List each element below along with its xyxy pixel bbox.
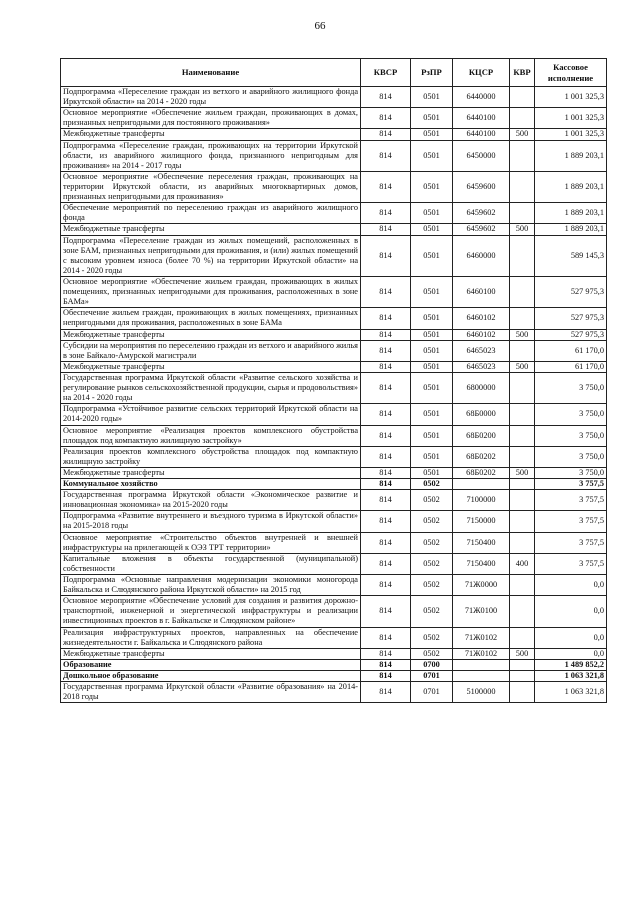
row-kvr-cell: [510, 203, 535, 224]
row-rzpr-cell: 0501: [411, 171, 453, 202]
row-kvsr-cell: 814: [361, 340, 411, 361]
row-amount-cell: 61 170,0: [535, 361, 607, 372]
row-amount-cell: 1 889 203,1: [535, 140, 607, 171]
row-kcsr-cell: 6459600: [453, 171, 510, 202]
row-kvsr-cell: 814: [361, 490, 411, 511]
row-name-cell: Основное мероприятие «Обеспечение условий для создания и развития дорожно-транспортной, инженерной и энергетической инфраструктуры и реализации инвестиционных проектов в г. Байкальске и Слюдянском районе»: [61, 596, 361, 627]
row-kvr-cell: [510, 532, 535, 553]
row-kvr-cell: [510, 627, 535, 648]
row-kvr-cell: [510, 140, 535, 171]
row-kcsr-cell: 68Б0202: [453, 446, 510, 467]
row-name-cell: Образование: [61, 659, 361, 670]
row-amount-cell: 3 750,0: [535, 425, 607, 446]
row-rzpr-cell: 0501: [411, 140, 453, 171]
row-amount-cell: 1 889 203,1: [535, 171, 607, 202]
table-row: [61, 329, 607, 340]
row-name-cell: Основное мероприятие «Обеспечение переселения граждан, проживающих на территории Иркутской области, из аварийных многоквартирных домов, признанных непригодными для проживания»: [61, 171, 361, 202]
row-kvr-cell: [510, 682, 535, 703]
row-kcsr-cell: 71Ж0102: [453, 648, 510, 659]
row-rzpr-cell: 0501: [411, 203, 453, 224]
page-number: 66: [314, 20, 326, 32]
row-name-cell: Подпрограмма «Устойчивое развитие сельских территорий Иркутской области на 2014-2020 годы»: [61, 404, 361, 425]
row-rzpr-cell: 0501: [411, 235, 453, 276]
row-name-cell: Межбюджетные трансферты: [61, 467, 361, 478]
row-rzpr-cell: 0700: [411, 659, 453, 670]
row-rzpr-cell: 0502: [411, 648, 453, 659]
row-name-cell: Подпрограмма «Переселение граждан, проживающих на территории Иркутской области, из аварийного жилищного фонда, признанного непригодным для проживания» на 2014 - 2017 годы: [61, 140, 361, 171]
row-rzpr-cell: 0502: [411, 511, 453, 532]
row-name-cell: Подпрограмма «Основные направления модернизации экономики моногорода Байкальска и Слюдянского района Иркутской области» на 2015 год: [61, 575, 361, 596]
row-kvsr-cell: 814: [361, 87, 411, 108]
column-header-rzpr: РзПР: [411, 59, 453, 87]
row-rzpr-cell: 0501: [411, 108, 453, 129]
row-amount-cell: 3 750,0: [535, 372, 607, 403]
row-kvsr-cell: 814: [361, 532, 411, 553]
row-kvsr-cell: 814: [361, 511, 411, 532]
row-kvsr-cell: 814: [361, 224, 411, 235]
table-row: [61, 575, 607, 596]
row-amount-cell: 1 489 852,2: [535, 659, 607, 670]
row-kvr-cell: [510, 490, 535, 511]
row-kcsr-cell: 6460102: [453, 308, 510, 329]
row-kvr-cell: 500: [510, 224, 535, 235]
row-kvr-cell: [510, 404, 535, 425]
row-name-cell: Капитальные вложения в объекты государственной (муниципальной) собственности: [61, 553, 361, 574]
row-kcsr-cell: 68Б0202: [453, 467, 510, 478]
row-amount-cell: 527 975,3: [535, 308, 607, 329]
table-row: [61, 425, 607, 446]
row-amount-cell: 1 063 321,8: [535, 671, 607, 682]
column-header-amount: Кассовое исполнение: [535, 59, 607, 87]
row-name-cell: Дошкольное образование: [61, 671, 361, 682]
row-rzpr-cell: 0701: [411, 682, 453, 703]
table-row: [61, 511, 607, 532]
column-header-kvr: КВР: [510, 59, 535, 87]
row-kcsr-cell: 6440100: [453, 129, 510, 140]
row-kvsr-cell: 814: [361, 235, 411, 276]
row-kvsr-cell: 814: [361, 659, 411, 670]
row-name-cell: Субсидии на мероприятия по переселению граждан из ветхого и аварийного жилья в зоне Байкало-Амурской магистрали: [61, 340, 361, 361]
column-header-kcsr: КЦСР: [453, 59, 510, 87]
table-row: [61, 596, 607, 627]
table-row: [61, 479, 607, 490]
row-amount-cell: 3 757,5: [535, 490, 607, 511]
row-rzpr-cell: 0502: [411, 532, 453, 553]
row-kvsr-cell: 814: [361, 553, 411, 574]
row-rzpr-cell: 0501: [411, 446, 453, 467]
row-name-cell: Подпрограмма «Переселение граждан из жилых помещений, расположенных в зоне БАМ, признанных непригодными для проживания, и (или) жилых помещений с высоким уровнем износа (более 70 %) на территории Иркутской области» на 2014 - 2020 годы: [61, 235, 361, 276]
table-row: [61, 340, 607, 361]
row-rzpr-cell: 0502: [411, 575, 453, 596]
column-header-kvsr: КВСР: [361, 59, 411, 87]
row-amount-cell: 1 889 203,1: [535, 203, 607, 224]
row-kcsr-cell: 6465023: [453, 361, 510, 372]
row-kvsr-cell: 814: [361, 575, 411, 596]
table-row: [61, 446, 607, 467]
row-kvsr-cell: 814: [361, 361, 411, 372]
row-kvr-cell: [510, 87, 535, 108]
row-amount-cell: 0,0: [535, 648, 607, 659]
row-name-cell: Реализация инфраструктурных проектов, направленных на обеспечение жизнедеятельности г. Байкальска и Слюдянского района: [61, 627, 361, 648]
row-kvsr-cell: 814: [361, 108, 411, 129]
row-amount-cell: 0,0: [535, 596, 607, 627]
row-rzpr-cell: 0501: [411, 224, 453, 235]
row-kvsr-cell: 814: [361, 671, 411, 682]
row-kvr-cell: 500: [510, 361, 535, 372]
table-row: [61, 404, 607, 425]
row-amount-cell: 0,0: [535, 575, 607, 596]
table-row: [61, 682, 607, 703]
row-kvr-cell: [510, 575, 535, 596]
row-amount-cell: 3 750,0: [535, 404, 607, 425]
table-row: [61, 553, 607, 574]
row-rzpr-cell: 0701: [411, 671, 453, 682]
row-kvr-cell: [510, 479, 535, 490]
row-kvr-cell: [510, 596, 535, 627]
row-kvsr-cell: 814: [361, 171, 411, 202]
row-kcsr-cell: 71Ж0102: [453, 627, 510, 648]
row-kvr-cell: [510, 425, 535, 446]
row-kvsr-cell: 814: [361, 140, 411, 171]
row-name-cell: Основное мероприятие «Реализация проектов комплексного обустройства площадок под компактную жилищную застройку»: [61, 425, 361, 446]
row-kcsr-cell: 6460102: [453, 329, 510, 340]
row-kvr-cell: [510, 671, 535, 682]
row-name-cell: Реализация проектов комплексного обустройства площадок под компактную жилищную застройку: [61, 446, 361, 467]
row-amount-cell: 1 889 203,1: [535, 224, 607, 235]
row-name-cell: Обеспечение жильем граждан, проживающих в жилых помещениях, признанных непригодными для проживания, расположенных в зоне БАМа: [61, 308, 361, 329]
row-name-cell: Подпрограмма «Развитие внутреннего и въездного туризма в Иркутской области» на 2015-2018 годы: [61, 511, 361, 532]
table-row: [61, 108, 607, 129]
row-amount-cell: 1 063 321,8: [535, 682, 607, 703]
row-kcsr-cell: 6459602: [453, 224, 510, 235]
table-row: [61, 490, 607, 511]
row-kvsr-cell: 814: [361, 648, 411, 659]
table-row: [61, 361, 607, 372]
row-amount-cell: 3 757,5: [535, 532, 607, 553]
row-rzpr-cell: 0501: [411, 340, 453, 361]
row-rzpr-cell: 0501: [411, 372, 453, 403]
row-kvr-cell: [510, 308, 535, 329]
row-name-cell: Межбюджетные трансферты: [61, 648, 361, 659]
row-amount-cell: 1 001 325,3: [535, 129, 607, 140]
row-rzpr-cell: 0501: [411, 329, 453, 340]
row-name-cell: Основное мероприятие «Обеспечение жильем граждан, проживающих в жилых помещениях, признанных непригодными для проживания, расположенных в зоне БАМа»: [61, 276, 361, 307]
row-name-cell: Государственная программа Иркутской области «Экономическое развитие и инновационная экономика» на 2015-2020 годы: [61, 490, 361, 511]
row-amount-cell: 3 750,0: [535, 467, 607, 478]
row-amount-cell: 589 145,3: [535, 235, 607, 276]
row-amount-cell: 3 757,5: [535, 511, 607, 532]
table-row: [61, 129, 607, 140]
table-row: [61, 87, 607, 108]
row-kvr-cell: [510, 235, 535, 276]
row-kvr-cell: [510, 108, 535, 129]
row-kcsr-cell: [453, 479, 510, 490]
row-name-cell: Коммунальное хозяйство: [61, 479, 361, 490]
table-row: [61, 171, 607, 202]
row-kcsr-cell: 6440100: [453, 108, 510, 129]
row-rzpr-cell: 0501: [411, 308, 453, 329]
row-kcsr-cell: 6465023: [453, 340, 510, 361]
row-amount-cell: 3 757,5: [535, 553, 607, 574]
row-kvsr-cell: 814: [361, 372, 411, 403]
table-row: [61, 372, 607, 403]
column-header-name: Наименование: [61, 59, 361, 87]
row-rzpr-cell: 0501: [411, 87, 453, 108]
row-kvsr-cell: 814: [361, 425, 411, 446]
table-row: [61, 308, 607, 329]
row-amount-cell: 527 975,3: [535, 329, 607, 340]
row-rzpr-cell: 0501: [411, 276, 453, 307]
row-rzpr-cell: 0501: [411, 404, 453, 425]
table-row: [61, 140, 607, 171]
row-kvr-cell: [510, 446, 535, 467]
row-name-cell: Государственная программа Иркутской области «Развитие сельского хозяйства и регулирование рынков сельскохозяйственной продукции, сырья и продовольствия» на 2014 - 2020 годы: [61, 372, 361, 403]
row-kcsr-cell: 7150000: [453, 511, 510, 532]
table-body: [61, 87, 607, 703]
row-kcsr-cell: 6440000: [453, 87, 510, 108]
row-kvr-cell: 400: [510, 553, 535, 574]
row-amount-cell: 0,0: [535, 627, 607, 648]
row-kvr-cell: 500: [510, 329, 535, 340]
row-kvr-cell: 500: [510, 467, 535, 478]
row-kvr-cell: [510, 659, 535, 670]
row-kcsr-cell: 6459602: [453, 203, 510, 224]
row-kcsr-cell: 68Б0000: [453, 404, 510, 425]
row-kvsr-cell: 814: [361, 276, 411, 307]
table-row: [61, 532, 607, 553]
row-amount-cell: 527 975,3: [535, 276, 607, 307]
row-kvr-cell: 500: [510, 129, 535, 140]
row-kcsr-cell: [453, 659, 510, 670]
table-row: [61, 648, 607, 659]
row-name-cell: Межбюджетные трансферты: [61, 224, 361, 235]
row-kvr-cell: 500: [510, 648, 535, 659]
row-rzpr-cell: 0502: [411, 596, 453, 627]
row-amount-cell: 3 757,5: [535, 479, 607, 490]
table-row: [61, 224, 607, 235]
row-rzpr-cell: 0501: [411, 425, 453, 446]
row-amount-cell: 61 170,0: [535, 340, 607, 361]
row-name-cell: Государственная программа Иркутской области «Развитие образования» на 2014-2018 годы: [61, 682, 361, 703]
row-kvsr-cell: 814: [361, 129, 411, 140]
table-row: [61, 276, 607, 307]
row-rzpr-cell: 0502: [411, 479, 453, 490]
row-kvsr-cell: 814: [361, 682, 411, 703]
row-kvsr-cell: 814: [361, 479, 411, 490]
row-kcsr-cell: 7150400: [453, 553, 510, 574]
row-kvr-cell: [510, 276, 535, 307]
row-rzpr-cell: 0502: [411, 490, 453, 511]
row-kcsr-cell: 7100000: [453, 490, 510, 511]
table-row: [61, 235, 607, 276]
row-kcsr-cell: 5100000: [453, 682, 510, 703]
row-kvsr-cell: 814: [361, 203, 411, 224]
row-name-cell: Межбюджетные трансферты: [61, 129, 361, 140]
row-kvsr-cell: 814: [361, 467, 411, 478]
table-header-row: [61, 59, 607, 87]
row-name-cell: Основное мероприятие «Строительство объектов внутренней и внешней инфраструктуры на прилегающей к ОЭЗ ТРТ территории»: [61, 532, 361, 553]
row-name-cell: Межбюджетные трансферты: [61, 329, 361, 340]
table-row: [61, 467, 607, 478]
table-row: [61, 627, 607, 648]
row-kvsr-cell: 814: [361, 308, 411, 329]
row-rzpr-cell: 0502: [411, 627, 453, 648]
row-rzpr-cell: 0501: [411, 129, 453, 140]
row-name-cell: Межбюджетные трансферты: [61, 361, 361, 372]
row-name-cell: Подпрограмма «Переселение граждан из ветхого и аварийного жилищного фонда Иркутской области» на 2014 - 2020 годы: [61, 87, 361, 108]
row-kcsr-cell: 71Ж0000: [453, 575, 510, 596]
row-kvsr-cell: 814: [361, 596, 411, 627]
row-kvsr-cell: 814: [361, 446, 411, 467]
row-rzpr-cell: 0501: [411, 467, 453, 478]
row-kvr-cell: [510, 171, 535, 202]
row-name-cell: Обеспечение мероприятий по переселению граждан из аварийного жилищного фонда: [61, 203, 361, 224]
row-amount-cell: 3 750,0: [535, 446, 607, 467]
row-rzpr-cell: 0501: [411, 361, 453, 372]
row-kvr-cell: [510, 372, 535, 403]
row-kcsr-cell: 6450000: [453, 140, 510, 171]
row-kcsr-cell: 6800000: [453, 372, 510, 403]
row-kcsr-cell: 6460000: [453, 235, 510, 276]
row-kvsr-cell: 814: [361, 404, 411, 425]
row-name-cell: Основное мероприятие «Обеспечение жильем граждан, проживающих в домах, признанных непригодными для постоянного проживания»: [61, 108, 361, 129]
row-kcsr-cell: 7150400: [453, 532, 510, 553]
row-kvsr-cell: 814: [361, 329, 411, 340]
row-kcsr-cell: 71Ж0100: [453, 596, 510, 627]
table-row: [61, 671, 607, 682]
row-kcsr-cell: [453, 671, 510, 682]
row-kcsr-cell: 6460100: [453, 276, 510, 307]
row-kcsr-cell: 68Б0200: [453, 425, 510, 446]
row-kvr-cell: [510, 511, 535, 532]
row-kvr-cell: [510, 340, 535, 361]
budget-execution-table: [60, 58, 607, 703]
row-kvsr-cell: 814: [361, 627, 411, 648]
row-rzpr-cell: 0502: [411, 553, 453, 574]
table-row: [61, 659, 607, 670]
table-row: [61, 203, 607, 224]
row-amount-cell: 1 001 325,3: [535, 108, 607, 129]
row-amount-cell: 1 001 325,3: [535, 87, 607, 108]
